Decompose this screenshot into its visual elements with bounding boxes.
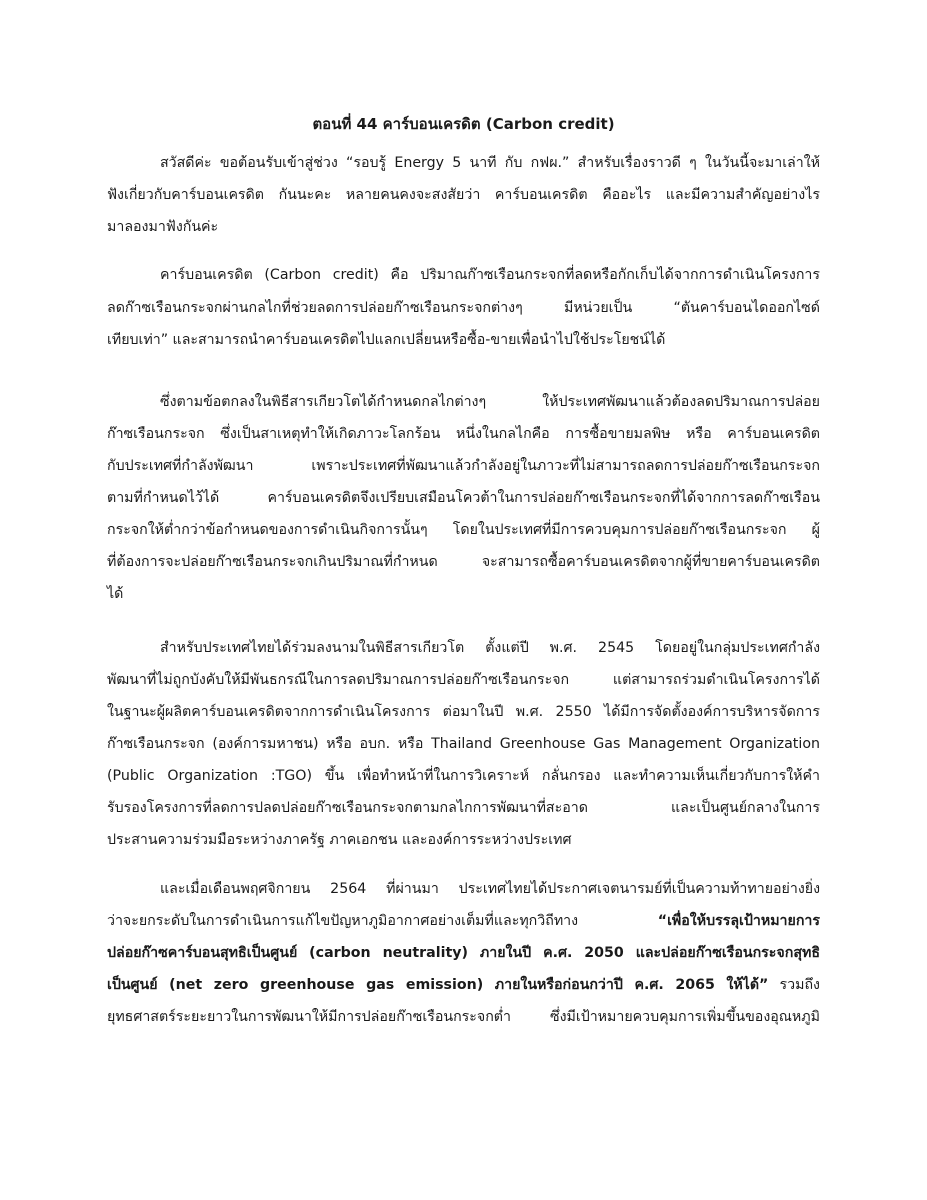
paragraph-5-line-5: ยุทธศาสตร์ระยะยาวในการพัฒนาให้มีการปล่อยก๊าซเรือนกระจกต่ำ ซึ่งมีเป้าหมายควบคุมการเพิ่มขึ้นของอุณหภูมิ bbox=[107, 1009, 820, 1025]
paragraph-2-line-3: เทียบเท่า” และสามารถนำคาร์บอนเครดิตไปแลกเปลี่ยนหรือซื้อ-ขายเพื่อนำไปใช้ประโยชน์ได้ bbox=[107, 332, 666, 348]
paragraph-3-line-6: ที่ต้องการจะปล่อยก๊าซเรือนกระจกเกินปริมาณที่กำหนด จะสามารถซื้อคาร์บอนเครดิตจากผู้ที่ขายคาร์บอนเครดิต bbox=[107, 554, 820, 570]
paragraph-4-line-1: สำหรับประเทศไทยได้ร่วมลงนามในพิธีสารเกียวโต ตั้งแต่ปี พ.ศ. 2545 โดยอยู่ในกลุ่มประเทศกำลัง bbox=[160, 640, 820, 656]
paragraph-5-line-2-text: ว่าจะยกระดับในการดำเนินการแก้ไขปัญหาภูมิอากาศอย่างเต็มที่และทุกวิถีทาง bbox=[107, 913, 579, 929]
paragraph-4-line-3: ในฐานะผู้ผลิตคาร์บอนเครดิตจากการดำเนินโครงการ ต่อมาในปี พ.ศ. 2550 ได้มีการจัดตั้งองค์การบริหารจัดการ bbox=[107, 704, 820, 720]
paragraph-3-line-1: ซึ่งตามข้อตกลงในพิธีสารเกียวโตได้กำหนดกลไกต่างๆ ให้ประเทศพัฒนาแล้วต้องลดปริมาณการปล่อย bbox=[160, 394, 820, 410]
paragraph-4-line-5: (Public Organization :TGO) ขึ้น เพื่อทำหน้าที่ในการวิเคราะห์ กลั่นกรอง และทำความเห็นเกี่ยวกับการให้คำ bbox=[107, 768, 820, 784]
paragraph-3-line-3: กับประเทศที่กำลังพัฒนา เพราะประเทศที่พัฒนาแล้วกำลังอยู่ในภาวะที่ไม่สามารถลดการปล่อยก๊าซเรือนกระจก bbox=[107, 458, 820, 474]
paragraph-2-line-2: ลดก๊าซเรือนกระจกผ่านกลไกที่ช่วยลดการปล่อยก๊าซเรือนกระจกต่างๆ มีหน่วยเป็น “ตันคาร์บอนไดออกไซด์ bbox=[107, 300, 820, 316]
paragraph-1-line-3: มาลองมาฟังกันค่ะ bbox=[107, 219, 219, 235]
paragraph-5-line-1: และเมื่อเดือนพฤศจิกายน 2564 ที่ผ่านมา ประเทศไทยได้ประกาศเจตนารมย์ที่เป็นความท้าทายอย่างยิ่ง bbox=[160, 881, 820, 897]
paragraph-5-line-4-emphasis: เป็นศูนย์ (net zero greenhouse gas emission) ภายในหรือก่อนกว่าปี ค.ศ. 2065 ให้ได้” bbox=[107, 977, 769, 993]
paragraph-5-line-3: ปล่อยก๊าซคาร์บอนสุทธิเป็นศูนย์ (carbon neutrality) ภายในปี ค.ศ. 2050 และปล่อยก๊าซเรือนกระจกสุทธิ bbox=[107, 945, 820, 961]
paragraph-5-line-4-text: รวมถึง bbox=[779, 977, 820, 993]
paragraph-2-line-1: คาร์บอนเครดิต (Carbon credit) คือ ปริมาณก๊าซเรือนกระจกที่ลดหรือกักเก็บได้จากการดำเนินโครงการ bbox=[160, 267, 820, 283]
paragraph-3-line-5: กระจกให้ต่ำกว่าข้อกำหนดของการดำเนินกิจการนั้นๆ โดยในประเทศที่มีการควบคุมการปล่อยก๊าซเรือนกระจก ผู้ bbox=[107, 522, 820, 538]
paragraph-5-line-2 bbox=[107, 909, 820, 933]
paragraph-4-line-7: ประสานความร่วมมือระหว่างภาครัฐ ภาคเอกชน และองค์การระหว่างประเทศ bbox=[107, 832, 572, 848]
paragraph-3-line-7: ได้ bbox=[107, 586, 124, 602]
paragraph-3-line-4: ตามที่กำหนดไว้ได้ คาร์บอนเครดิตจึงเปรียบเสมือนโควต้าในการปล่อยก๊าซเรือนกระจกที่ได้จากการลดก๊าซเรือน bbox=[107, 490, 820, 506]
paragraph-3-line-2: ก๊าซเรือนกระจก ซึ่งเป็นสาเหตุทำให้เกิดภาวะโลกร้อน หนึ่งในกลไกคือ การซื้อขายมลพิษ หรือ คาร์บอนเครดิต bbox=[107, 426, 820, 442]
document-title: ตอนที่ 44 คาร์บอนเครดิต (Carbon credit) bbox=[312, 115, 615, 133]
paragraph-5-line-2-emphasis: “เพื่อให้บรรลุเป้าหมายการ bbox=[657, 913, 820, 929]
paragraph-5-line-4 bbox=[107, 973, 820, 997]
paragraph-4-line-6: รับรองโครงการที่ลดการปลดปล่อยก๊าซเรือนกระจกตามกลไกการพัฒนาที่สะอาด และเป็นศูนย์กลางในการ bbox=[107, 800, 820, 816]
paragraph-1-line-1: สวัสดีค่ะ ขอต้อนรับเข้าสู่ช่วง “รอบรู้ Energy 5 นาที กับ กฟผ.” สำหรับเรื่องราวดี ๆ ในวันนี้จะมาเล่าให้ bbox=[160, 155, 820, 171]
paragraph-1-line-2: ฟังเกี่ยวกับคาร์บอนเครดิต กันนะคะ หลายคนคงจะสงสัยว่า คาร์บอนเครดิต คืออะไร และมีความสำคัญอย่างไร bbox=[107, 187, 820, 203]
paragraph-4-line-4: ก๊าซเรือนกระจก (องค์การมหาชน) หรือ อบก. หรือ Thailand Greenhouse Gas Management Organization bbox=[107, 736, 820, 752]
paragraph-4-line-2: พัฒนาที่ไม่ถูกบังคับให้มีพันธกรณีในการลดปริมาณการปล่อยก๊าซเรือนกระจก แต่สามารถร่วมดำเนินโครงการได้ bbox=[107, 672, 820, 688]
